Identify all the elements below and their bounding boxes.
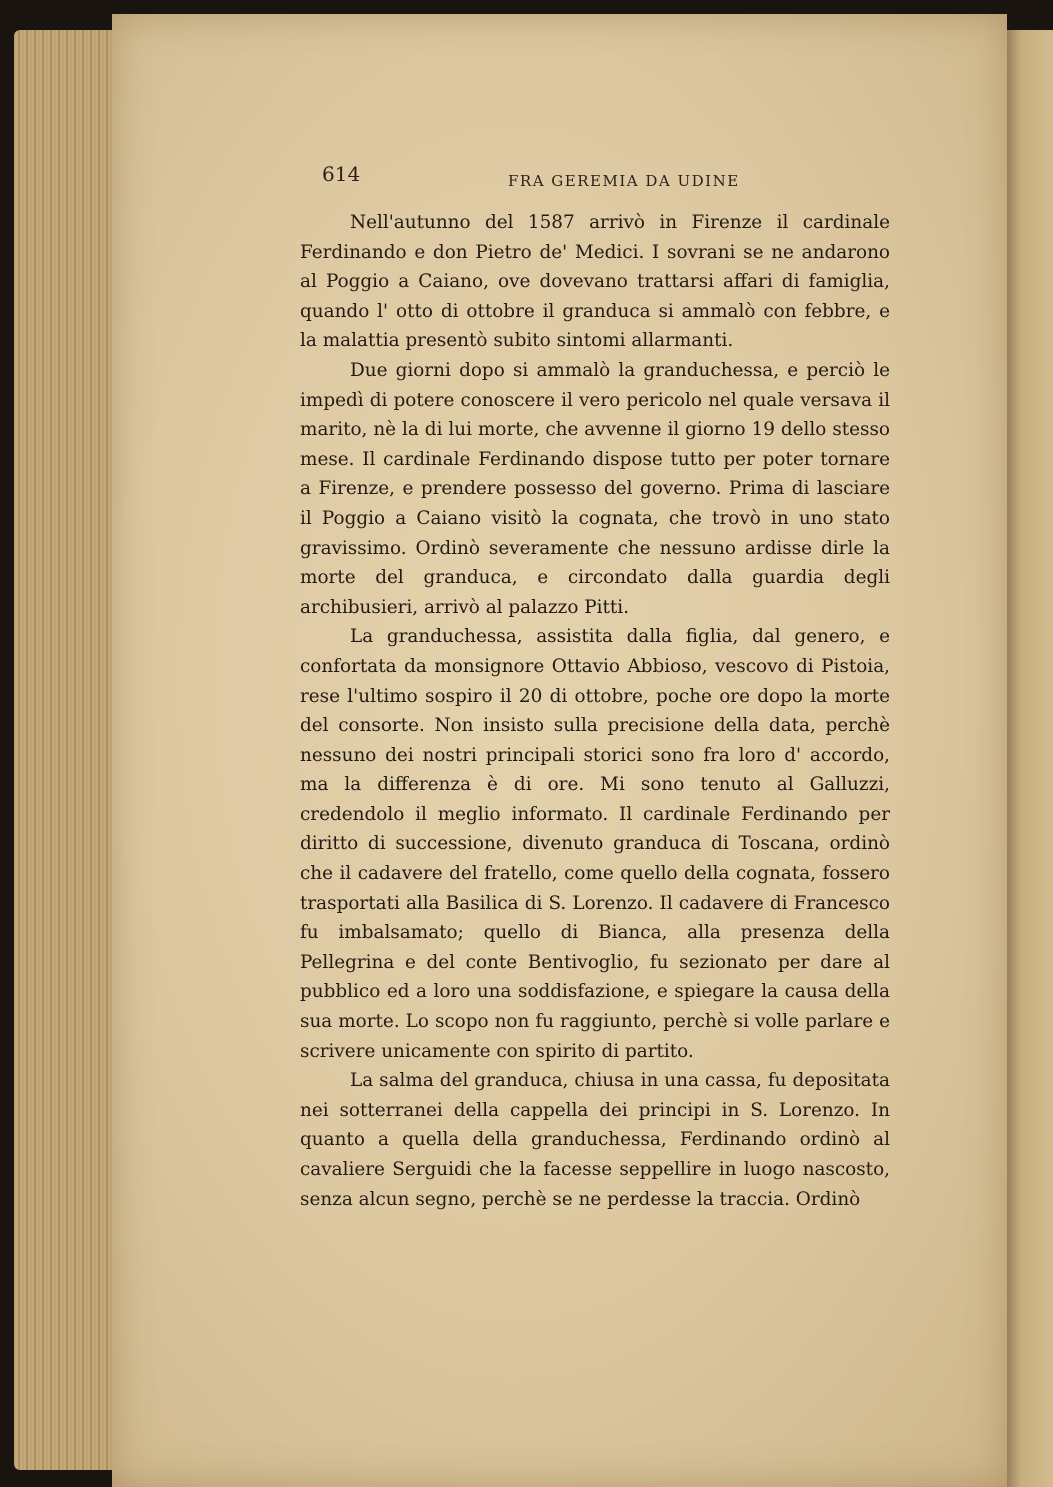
paragraph: La granduchessa, assistita dalla figlia, dal genero, e confortata da monsignore Ottavio Abbioso, vescovo di Pistoia, rese l'ultimo sospiro il 20 di ottobre, poche ore dopo la morte del consorte. Non insisto sulla precisione della data, perchè nessuno dei nostri principali storici sono fra loro d' accordo, ma la differenza è di ore. Mi sono tenuto al Galluzzi, credendolo il meglio informato. Il cardinale Ferdinando per diritto di successione, divenuto granduca di Toscana, ordinò che il cadavere del fratello, come quello della cognata, fossero trasportati alla Basilica di S. Lorenzo. Il cadavere di Francesco fu imbalsamato; quello di Bianca, alla presenza della Pellegrina e del conte Bentivoglio, fu sezionato per dare al pubblico ed a loro una soddisfazione, e spiegare la causa della sua morte. Lo scopo non fu raggiunto, perchè si volle parlare e scrivere unicamente con spirito di partito. — [300, 626, 890, 1062]
paragraph: Nell'autunno del 1587 arrivò in Firenze il cardinale Ferdinando e don Pietro de' Medici. I sovrani se ne andarono al Poggio a Caiano, ove dovevano trattarsi affari di famiglia, quando l' otto di ottobre il granduca si ammalò con febbre, e la malattia presentò subito sintomi allarmanti. — [300, 212, 890, 352]
paragraph: La salma del granduca, chiusa in una cassa, fu depositata nei sotterranei della cappella dei principi in S. Lorenzo. In quanto a quella della granduchessa, Ferdinando ordinò al cavaliere Serguidi che la facesse seppellire in luogo nascosto, senza alcun segno, perchè se ne perdesse la traccia. Ordinò — [300, 1070, 890, 1210]
adjacent-page-edge — [1003, 30, 1053, 1487]
body-text — [300, 208, 890, 1214]
paragraph: Due giorni dopo si ammalò la granduchessa, e perciò le impedì di potere conoscere il vero pericolo nel quale versava il marito, nè la di lui morte, che avvenne il giorno 19 dello stesso mese. Il cardinale Ferdinando dispose tutto per poter tornare a Firenze, e prendere possesso del governo. Prima di lasciare il Poggio a Caiano visitò la cognata, che trovò in uno stato gravissimo. Ordinò severamente che nessuno ardisse dirle la morte del granduca, e circondato dalla guardia degli archibusieri, arrivò al palazzo Pitti. — [300, 359, 890, 618]
running-title: FRA GEREMIA DA UDINE — [508, 172, 740, 190]
page-number: 614 — [322, 162, 361, 186]
page-header — [322, 162, 882, 196]
